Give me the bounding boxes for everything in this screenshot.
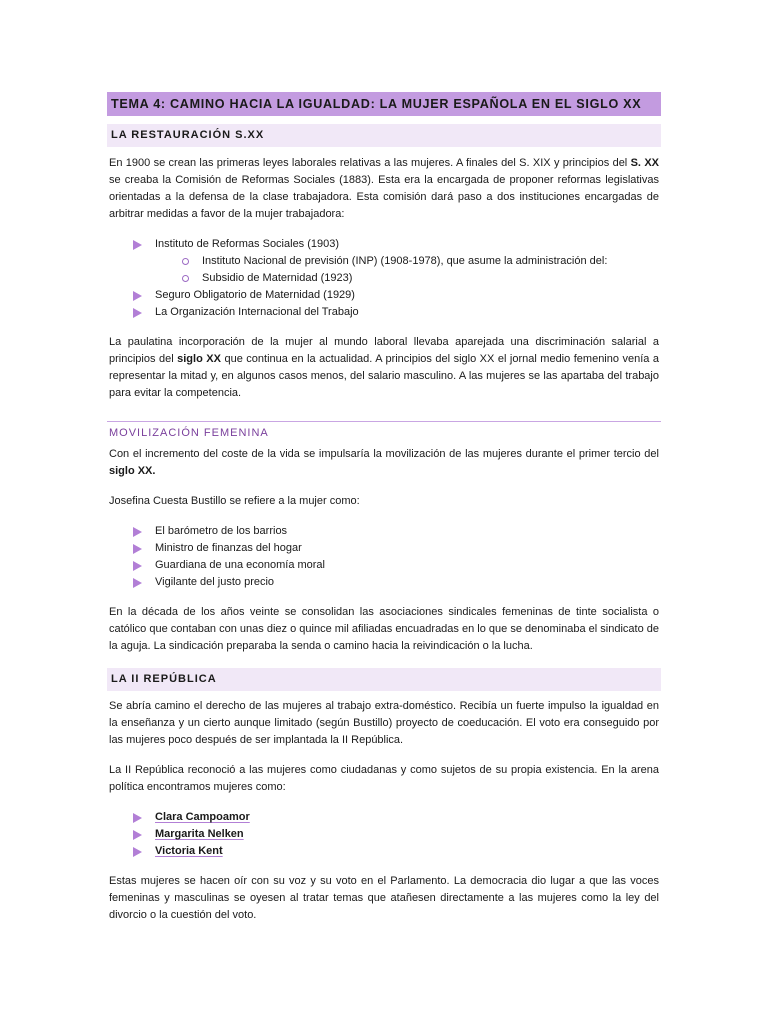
list-item: Instituto Nacional de previsión (INP) (1908-1978), que asume la administración del: [107, 253, 661, 270]
political-women-list [107, 809, 661, 860]
triangle-arrow-icon [133, 544, 142, 554]
section-heading-movilizacion: MOVILIZACIÓN FEMENINA [109, 427, 269, 439]
document-title: TEMA 4: CAMINO HACIA LA IGUALDAD: LA MUJER ESPAÑOLA EN EL SIGLO XX [107, 92, 661, 116]
list-item [107, 809, 661, 826]
movilizacion-paragraph-2: Josefina Cuesta Bustillo se refiere a la mujer como: [109, 495, 360, 507]
institutions-list [107, 236, 661, 253]
republica-paragraph-3: Estas mujeres se hacen oír con su voz y su voto en el Parlamento. La democracia dio lugar a que las voces femeninas y masculinas se oyesen al tratar temas que atañesen directamente a las mujeres como la ley del divorcio o la cuestión del voto. [109, 875, 659, 921]
bold-term: S. XX [630, 157, 659, 169]
institutions-sublist [107, 253, 661, 287]
hollow-circle-icon [182, 258, 189, 265]
bold-term: siglo XX. [109, 465, 156, 477]
republica-paragraph-1: Se abría camino el derecho de las mujeres al trabajo extra-doméstico. Recibía un fuerte impulso la igualdad en la enseñanza y un cierto aunque limitado (según Bustillo) proyecto de coeducación. El voto era conseguido por las mujeres poco después de ser implantada la II República. [109, 700, 659, 746]
republica-paragraph-2: La II República reconoció a las mujeres como ciudadanas y como sujetos de su propia existencia. En la arena política encontramos mujeres como: [109, 764, 659, 793]
section-heading-restauracion: LA RESTAURACIÓN S.XX [107, 124, 661, 147]
movilizacion-paragraph-1: Con el incremento del coste de la vida se impulsaría la movilización de las mujeres durante el primer tercio del siglo XX. [109, 448, 659, 477]
list-item: Instituto de Reformas Sociales (1903) [107, 236, 661, 253]
triangle-arrow-icon [133, 527, 142, 537]
institutions-list-continued [107, 287, 661, 321]
triangle-arrow-icon [133, 578, 142, 588]
triangle-arrow-icon [133, 561, 142, 571]
triangle-arrow-icon [133, 291, 142, 301]
triangle-arrow-icon [133, 813, 142, 823]
list-item [107, 843, 661, 860]
triangle-arrow-icon [133, 308, 142, 318]
list-item [107, 826, 661, 843]
list-item: Seguro Obligatorio de Maternidad (1929) [107, 287, 661, 304]
document-content [107, 92, 661, 924]
bold-term: siglo XX [177, 353, 221, 365]
triangle-arrow-icon [133, 847, 142, 857]
movilizacion-paragraph-3: En la década de los años veinte se consolidan las asociaciones sindicales femeninas de tinte socialista o católico que contaban con unas diez o quince mil afiliadas encuadradas en lo que se denominaba el sindicato de la aguja. La sindicación preparaba la senda o camino hacia la reivindicación o la lucha. [109, 606, 659, 652]
hollow-circle-icon [182, 275, 189, 282]
triangle-arrow-icon [133, 830, 142, 840]
name-link[interactable]: Victoria Kent [155, 845, 223, 857]
restauracion-paragraph-1: En 1900 se crean las primeras leyes laborales relativas a las mujeres. A finales del S. XIX y principios del S. XX se creaba la Comisión de Reformas Sociales (1883). Esta era la encargada de proponer reformas legislativas orientadas a la defensa de la clase trabajadora. Esta comisión dará paso a dos instituciones encargadas de arbitrar medidas a favor de la mujer trabajadora: [109, 157, 659, 220]
list-item: Guardiana de una economía moral [107, 557, 661, 574]
woman-roles-list [107, 523, 661, 591]
triangle-arrow-icon [133, 240, 142, 250]
section-heading-republica: LA II REPÚBLICA [107, 668, 661, 691]
list-item: Ministro de finanzas del hogar [107, 540, 661, 557]
list-item: La Organización Internacional del Trabajo [107, 304, 661, 321]
name-link[interactable]: Margarita Nelken [155, 828, 244, 840]
name-link[interactable]: Clara Campoamor [155, 811, 250, 823]
list-item: Vigilante del justo precio [107, 574, 661, 591]
restauracion-paragraph-2: La paulatina incorporación de la mujer al mundo laboral llevaba aparejada una discriminación salarial a principios del siglo XX que continua en la actualidad. A principios del siglo XX el jornal medio femenino venía a representar la mitad y, en algunos casos menos, del salario masculino. A las mujeres se las apartaba del trabajo para evitar la competencia. [109, 336, 659, 399]
list-item: Subsidio de Maternidad (1923) [107, 270, 661, 287]
list-item: El barómetro de los barrios [107, 523, 661, 540]
